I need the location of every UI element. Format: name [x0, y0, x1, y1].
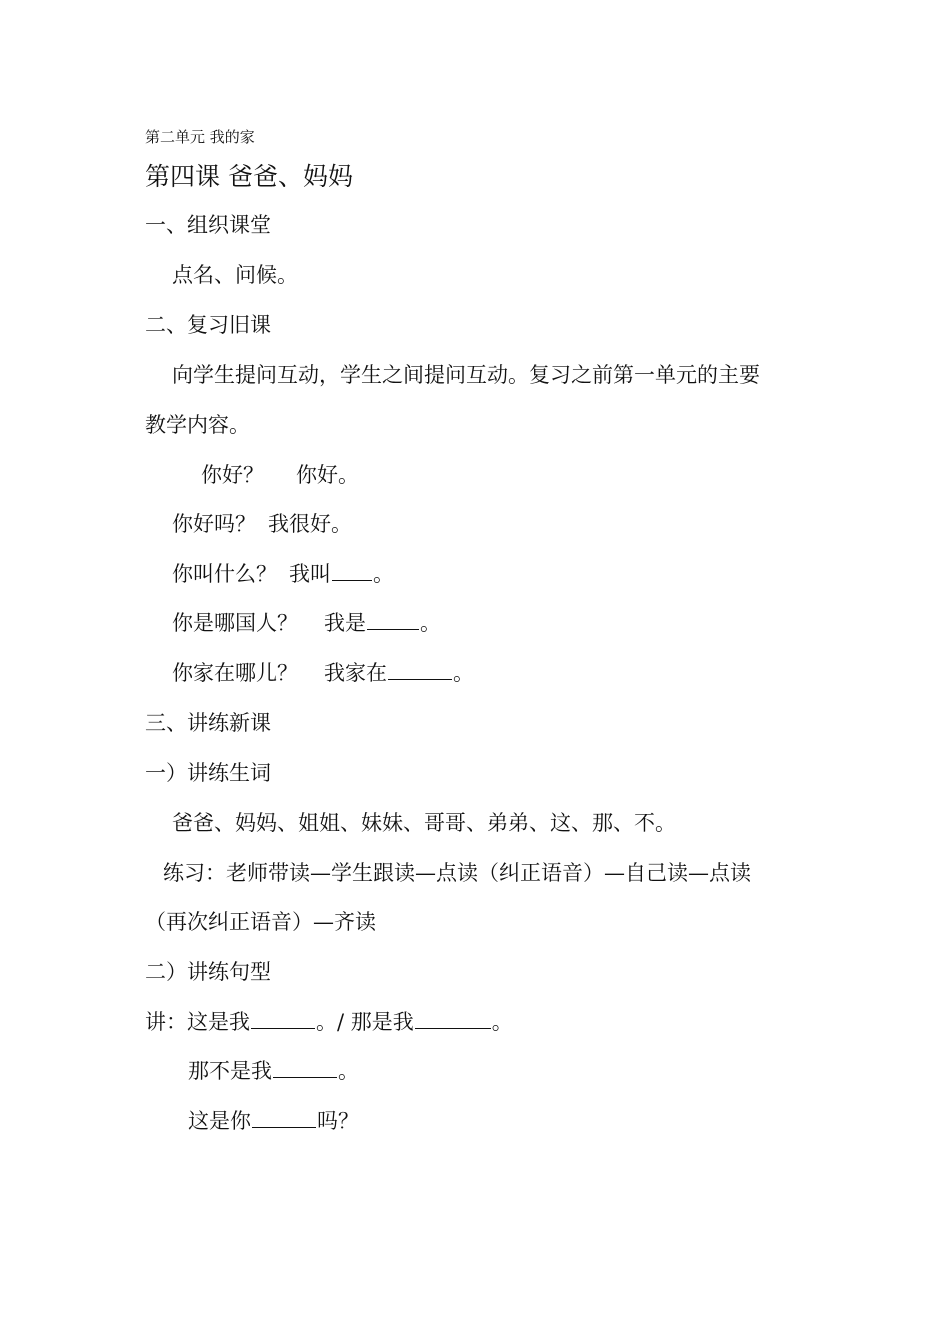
dialogue-end: 。: [420, 611, 441, 635]
dialogue-answer: 你好。: [296, 463, 359, 487]
dialogue-answer: 我家在: [324, 661, 387, 685]
section1-heading: 一、组织课堂: [145, 213, 271, 237]
practice-line1: 练习：老师带读—学生跟读—点读（纠正语音）—自己读—点读: [163, 861, 751, 885]
fill-blank: [273, 1057, 337, 1078]
sentence-text: 。: [491, 1010, 513, 1034]
subsection2-heading: 二）讲练句型: [145, 960, 271, 984]
dialogue-row: [201, 461, 359, 489]
sentence-pattern-row: [188, 1107, 359, 1135]
section2-paragraph-line1: 向学生提问互动，学生之间提问互动。复习之前第一单元的主要: [172, 363, 760, 387]
fill-blank: [332, 560, 372, 581]
dialogue-question: 你叫什么？: [172, 562, 277, 586]
sentence-pattern-row: [188, 1057, 359, 1085]
sentence-text: 。: [338, 1059, 359, 1083]
fill-blank: [388, 659, 452, 680]
dialogue-question: 你家在哪儿？: [172, 661, 298, 685]
dialogue-row: [172, 609, 441, 637]
dialogue-end: 。: [373, 562, 394, 586]
sentence-text: 那不是我: [188, 1059, 272, 1083]
lesson-title: 第四课 爸爸、妈妈: [145, 162, 353, 191]
sentence-pattern-row: [145, 1008, 513, 1036]
fill-blank: [252, 1107, 316, 1128]
dialogue-question: 你好？: [201, 463, 264, 487]
dialogue-row: [172, 510, 352, 538]
fill-blank: [367, 609, 419, 630]
subsection1-heading: 一）讲练生词: [145, 761, 271, 785]
dialogue-question: 你是哪国人？: [172, 611, 298, 635]
vocabulary-words: 爸爸、妈妈、姐姐、妹妹、哥哥、弟弟、这、那、不。: [172, 811, 676, 835]
sentence-text: 。/ 那是我: [316, 1010, 414, 1034]
dialogue-question: 你好吗？: [172, 512, 256, 536]
dialogue-answer: 我是: [324, 611, 366, 635]
dialogue-answer: 我叫: [289, 562, 331, 586]
section2-paragraph-line2: 教学内容。: [145, 413, 250, 437]
section3-heading: 三、讲练新课: [145, 711, 271, 735]
section2-heading: 二、复习旧课: [145, 313, 271, 337]
unit-title: 第二单元 我的家: [145, 128, 255, 146]
dialogue-answer: 我很好。: [268, 512, 352, 536]
section1-content: 点名、问候。: [172, 263, 298, 287]
sentence-text: 吗？: [317, 1109, 359, 1133]
dialogue-end: 。: [453, 661, 474, 685]
practice-line2: （再次纠正语音）—齐读: [145, 910, 376, 934]
sentence-label: 讲：: [145, 1010, 187, 1034]
sentence-text: 这是我: [187, 1010, 250, 1034]
dialogue-row: [172, 659, 474, 687]
sentence-text: 这是你: [188, 1109, 251, 1133]
fill-blank: [415, 1008, 491, 1029]
fill-blank: [251, 1008, 315, 1029]
dialogue-row: [172, 560, 394, 588]
